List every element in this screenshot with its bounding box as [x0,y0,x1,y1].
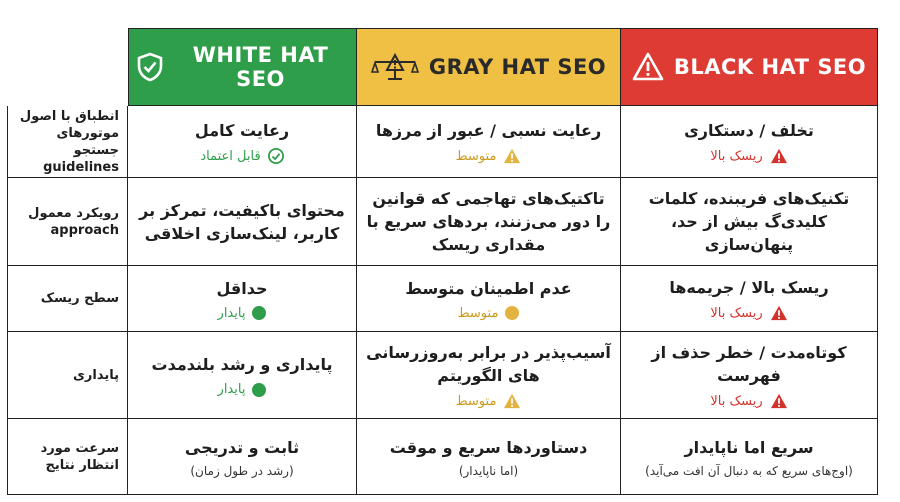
status-badge [458,306,520,321]
warning-icon [770,393,788,409]
corner-empty [7,28,128,106]
header-gray-label: GRAY HAT SEO [428,55,607,79]
cell-gray-speed [357,419,621,495]
cell-text: عدم اطمینان متوسط [405,278,572,298]
status-badge [218,382,267,397]
cell-text: تاکتیک‌های تهاجمی که قوانین را دور می‌زنند، بردهای سریع با مقداری ریسک [366,189,611,254]
status-text: پایدار [217,382,246,397]
yellow-dot-icon [505,306,519,320]
cell-black-sustainability [621,332,878,419]
warning-triangle-icon [632,52,664,82]
cell-note: (اوج‌های سریع که به دنبال آن افت می‌آید) [645,463,853,478]
warning-icon [770,305,788,321]
cell-text: ریسک بالا / جریمه‌ها [669,278,829,297]
cell-gray-guidelines [357,106,621,178]
cell-gray-sustainability [357,332,621,419]
cell-text: آسیب‌پذیر در برابر به‌روزرسانی های الگوریتم [366,343,611,385]
row-label-risk-level: سطح ریسک [7,266,128,332]
cell-black-risk [621,266,878,332]
status-text: ریسک بالا [710,148,763,164]
cell-text: دستاوردها سریع و موقت [389,437,588,457]
status-badge [710,393,787,409]
status-text: ریسک بالا [710,393,763,409]
cell-text: ثابت و تدریجی [184,437,300,457]
cell-text: محتوای باکیفیت، تمرکز بر کاربر، لینک‌سازی اخلاقی [139,200,345,243]
cell-black-approach [621,178,878,266]
check-circle-icon [268,148,284,164]
status-badge [456,393,522,409]
status-text: متوسط [455,393,497,409]
status-badge [218,306,267,321]
cell-black-guidelines [621,106,878,178]
cell-white-guidelines [128,106,357,178]
row-label-guidelines: انطباق با اصول موتورهای جستجو guidelines [7,106,128,178]
status-badge [710,305,787,321]
cell-gray-risk [357,266,621,332]
cell-white-sustainability [128,332,357,419]
scales-warning-icon [371,52,419,82]
warning-icon [770,148,788,164]
cell-note: (اما ناپایدار) [458,463,519,478]
cell-text: کوتاه‌مدت / خطر حذف از فهرست [651,343,847,385]
status-text: متوسط [455,148,497,164]
status-badge [200,148,283,164]
green-dot-icon [252,383,266,397]
cell-text: تخلف / دستکاری [684,121,814,140]
header-white-label: WHITE HAT SEO [192,43,329,91]
row-label-sustainability: پایداری [7,332,128,419]
status-badge [710,148,787,164]
row-label-speed: سرعت مورد انتظار نتایج [7,419,128,495]
warning-icon [503,393,521,409]
row-label-approach: رویکرد معمول approach [7,178,128,266]
cell-text: حداقل [216,278,268,298]
cell-black-speed [621,419,878,495]
cell-text: رعایت نسبی / عبور از مرزها [375,121,602,140]
header-white-hat [128,28,357,106]
status-text: پایدار [217,305,246,321]
cell-gray-approach [357,178,621,266]
warning-icon [503,148,521,164]
status-badge [456,148,522,164]
shield-check-icon [137,52,163,82]
header-gray-hat [357,28,621,106]
green-dot-icon [252,306,266,320]
header-black-hat [621,28,878,106]
cell-text: پایداری و رشد بلندمدت [151,355,333,374]
cell-text: رعایت کامل [194,121,290,140]
cell-white-risk [128,266,357,332]
status-text: قابل اعتماد [200,148,261,164]
cell-text: سریع اما ناپایدار [684,437,814,457]
cell-note: (رشد در طول زمان) [190,463,294,478]
header-black-label: BLACK HAT SEO [673,55,867,79]
cell-white-approach [128,178,357,266]
cell-white-speed [128,419,357,495]
status-text: ریسک بالا [710,305,763,321]
status-text: متوسط [457,305,499,321]
cell-text: تکنیک‌های فریبنده، کلمات کلیدی‌گ بیش از حد، پنهان‌سازی [648,189,850,254]
